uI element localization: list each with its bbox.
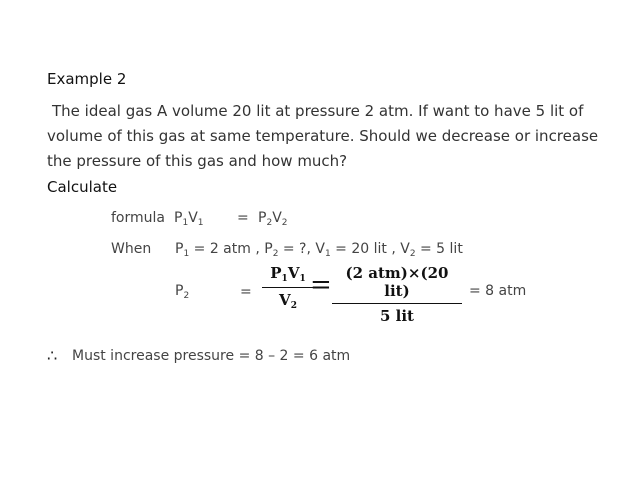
- formula-rhs: $P_2V_2$: [258, 210, 288, 228]
- calculate-heading: Calculate: [47, 178, 118, 196]
- fraction-denominator: $V_2$: [279, 291, 297, 311]
- fraction-values: [332, 264, 462, 325]
- therefore-symbol: ∴: [47, 346, 58, 365]
- fraction-bar: [262, 287, 314, 288]
- result: = 8 atm: [469, 283, 527, 299]
- conclusion-text: Must increase pressure = 8 – 2 = 6 atm: [72, 348, 351, 364]
- fraction-p1v1-over-v2: [262, 264, 314, 311]
- p2-equals: =: [240, 284, 252, 300]
- formula-lhs: $P_1V_1$: [174, 210, 204, 228]
- example-title: Example 2: [47, 70, 127, 88]
- problem-statement: The ideal gas A volume 20 lit at pressure 2 atm. If want to have 5 lit of volume of this gas at same temperature. Should we decrease or increase the pressure of this gas and how much?: [47, 102, 599, 170]
- p1-value: = 2 atm: [193, 241, 251, 257]
- fraction-values-numerator: (2 atm)×(20 lit): [345, 264, 449, 300]
- p2-value: = ?,: [282, 241, 311, 257]
- p2-label: $P_2$: [175, 283, 190, 301]
- fraction-values-bar: [332, 303, 462, 304]
- formula-label: formula: [111, 210, 165, 226]
- fraction-values-denominator: 5 lit: [380, 307, 414, 325]
- given-values: $P_1 = 2$ atm , $P_2$ = ?, $V_1 = 20$ lit , $V_2 = 5$ lit: [175, 241, 463, 259]
- when-label: When: [111, 241, 152, 257]
- big-equals: =: [310, 270, 332, 300]
- v2-value: = 5 lit: [420, 241, 463, 257]
- fraction-numerator: $P_1V_1$: [270, 264, 306, 284]
- v1-value: = 20 lit ,: [335, 241, 396, 257]
- formula-equals: =: [237, 210, 249, 226]
